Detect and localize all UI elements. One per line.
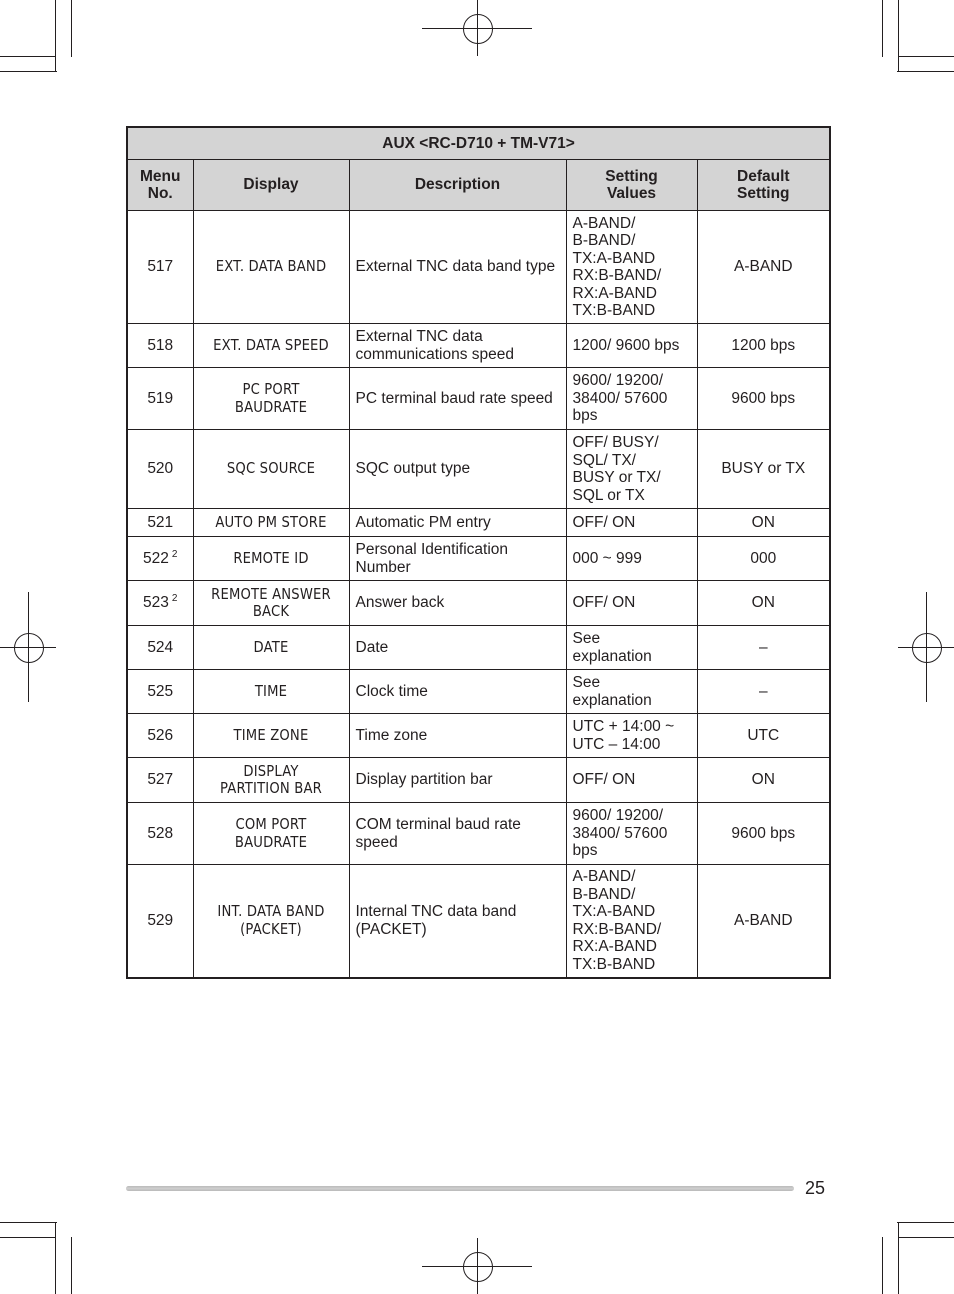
menu-no: 517	[147, 258, 174, 276]
menu-no-cell	[127, 324, 193, 368]
menu-no: 526	[147, 726, 174, 744]
setting-values-cell: A-BAND/ B-BAND/ TX:A-BAND RX:B-BAND/ RX:A-BAND TX:B-BAND	[566, 211, 697, 324]
table-row	[127, 368, 830, 430]
display-cell: REMOTE ID	[205, 537, 338, 581]
table-row	[127, 581, 830, 626]
display-cell: INT. DATA BAND (PACKET)	[205, 865, 338, 978]
display-cell: EXT. DATA SPEED	[205, 324, 338, 368]
display-cell: DATE	[205, 626, 338, 670]
menu-no-cell	[127, 509, 193, 537]
display-cell: AUTO PM STORE	[205, 509, 338, 537]
table-row	[127, 670, 830, 714]
menu-no: 519	[147, 389, 174, 407]
footnote-ref: 2	[171, 548, 178, 560]
header-default-setting: Default Setting	[697, 160, 830, 211]
default-setting-cell: –	[697, 626, 830, 670]
default-setting-cell: 1200 bps	[697, 324, 830, 368]
default-setting-cell: A-BAND	[697, 211, 830, 324]
table-row	[127, 509, 830, 537]
default-setting-cell: 000	[697, 537, 830, 581]
menu-no: 518	[147, 336, 174, 354]
table-title: AUX <RC-D710 + TM-V71>	[127, 127, 830, 160]
description-cell: Personal Identification Number	[349, 537, 566, 581]
setting-values-cell: A-BAND/ B-BAND/ TX:A-BAND RX:B-BAND/ RX:A-BAND TX:B-BAND	[566, 865, 697, 978]
setting-values-cell: 9600/ 19200/ 38400/ 57600 bps	[566, 368, 697, 430]
setting-values-cell: UTC + 14:00 ~ UTC – 14:00	[566, 714, 697, 758]
setting-values-cell: OFF/ ON	[566, 758, 697, 803]
default-setting-cell: BUSY or TX	[697, 430, 830, 509]
setting-values-cell: 1200/ 9600 bps	[566, 324, 697, 368]
table-row	[127, 430, 830, 509]
description-cell: External TNC data communications speed	[349, 324, 566, 368]
header-menu-no: Menu No.	[127, 160, 193, 211]
menu-no: 521	[147, 513, 174, 531]
default-setting-cell: A-BAND	[697, 865, 830, 978]
description-cell: Display partition bar	[349, 758, 566, 803]
description-cell: SQC output type	[349, 430, 566, 509]
description-cell: Clock time	[349, 670, 566, 714]
setting-values-cell: OFF/ BUSY/ SQL/ TX/ BUSY or TX/ SQL or TX	[566, 430, 697, 509]
menu-no: 520	[147, 460, 174, 478]
description-cell: COM terminal baud rate speed	[349, 803, 566, 865]
setting-values-cell: 9600/ 19200/ 38400/ 57600 bps	[566, 803, 697, 865]
default-setting-cell: ON	[697, 758, 830, 803]
aux-menu-table	[126, 126, 831, 979]
menu-no: 525	[147, 682, 174, 700]
description-cell: Answer back	[349, 581, 566, 626]
page-number: 25	[805, 1178, 826, 1198]
table-row	[127, 758, 830, 803]
display-cell: COM PORT BAUDRATE	[205, 803, 338, 865]
header-setting-values: Setting Values	[566, 160, 697, 211]
description-cell: Date	[349, 626, 566, 670]
description-cell: Automatic PM entry	[349, 509, 566, 537]
menu-no-cell	[127, 803, 193, 865]
footnote-ref: 2	[171, 593, 178, 605]
menu-no: 524	[147, 638, 174, 656]
menu-no-cell	[127, 430, 193, 509]
default-setting-cell: ON	[697, 581, 830, 626]
menu-no: 527	[147, 771, 174, 789]
setting-values-cell: 000 ~ 999	[566, 537, 697, 581]
display-cell: TIME ZONE	[205, 714, 338, 758]
display-cell: DISPLAY PARTITION BAR	[205, 758, 338, 803]
table-row	[127, 324, 830, 368]
menu-no-cell	[127, 714, 193, 758]
menu-no-cell	[127, 670, 193, 714]
header-display: Display	[193, 160, 349, 211]
table-row	[127, 714, 830, 758]
menu-no-cell	[127, 581, 193, 626]
description-cell: Internal TNC data band (PACKET)	[349, 865, 566, 978]
default-setting-cell: UTC	[697, 714, 830, 758]
default-setting-cell: ON	[697, 509, 830, 537]
menu-no-cell	[127, 537, 193, 581]
menu-no-cell	[127, 211, 193, 324]
menu-no-cell	[127, 758, 193, 803]
menu-no: 523	[143, 594, 169, 612]
description-cell: External TNC data band type	[349, 211, 566, 324]
table-header-row	[127, 160, 830, 211]
display-cell: REMOTE ANSWER BACK	[205, 581, 338, 626]
display-cell: TIME	[205, 670, 338, 714]
display-cell: SQC SOURCE	[205, 430, 338, 509]
default-setting-cell: –	[697, 670, 830, 714]
menu-no-cell	[127, 865, 193, 978]
table-row	[127, 537, 830, 581]
setting-values-cell: See explanation	[566, 670, 697, 714]
display-cell: PC PORT BAUDRATE	[205, 368, 338, 430]
description-cell: PC terminal baud rate speed	[349, 368, 566, 430]
table-row	[127, 211, 830, 324]
default-setting-cell: 9600 bps	[697, 803, 830, 865]
display-cell: EXT. DATA BAND	[205, 211, 338, 324]
description-cell: Time zone	[349, 714, 566, 758]
table-row	[127, 803, 830, 865]
table-row	[127, 626, 830, 670]
menu-no: 529	[147, 912, 174, 929]
menu-no-cell	[127, 626, 193, 670]
setting-values-cell: OFF/ ON	[566, 581, 697, 626]
table-row	[127, 865, 830, 978]
setting-values-cell: See explanation	[566, 626, 697, 670]
menu-no: 528	[147, 824, 174, 842]
menu-no: 522	[143, 549, 169, 567]
footer-rule	[126, 1186, 794, 1191]
default-setting-cell: 9600 bps	[697, 368, 830, 430]
menu-no-cell	[127, 368, 193, 430]
setting-values-cell: OFF/ ON	[566, 509, 697, 537]
header-description: Description	[349, 160, 566, 211]
